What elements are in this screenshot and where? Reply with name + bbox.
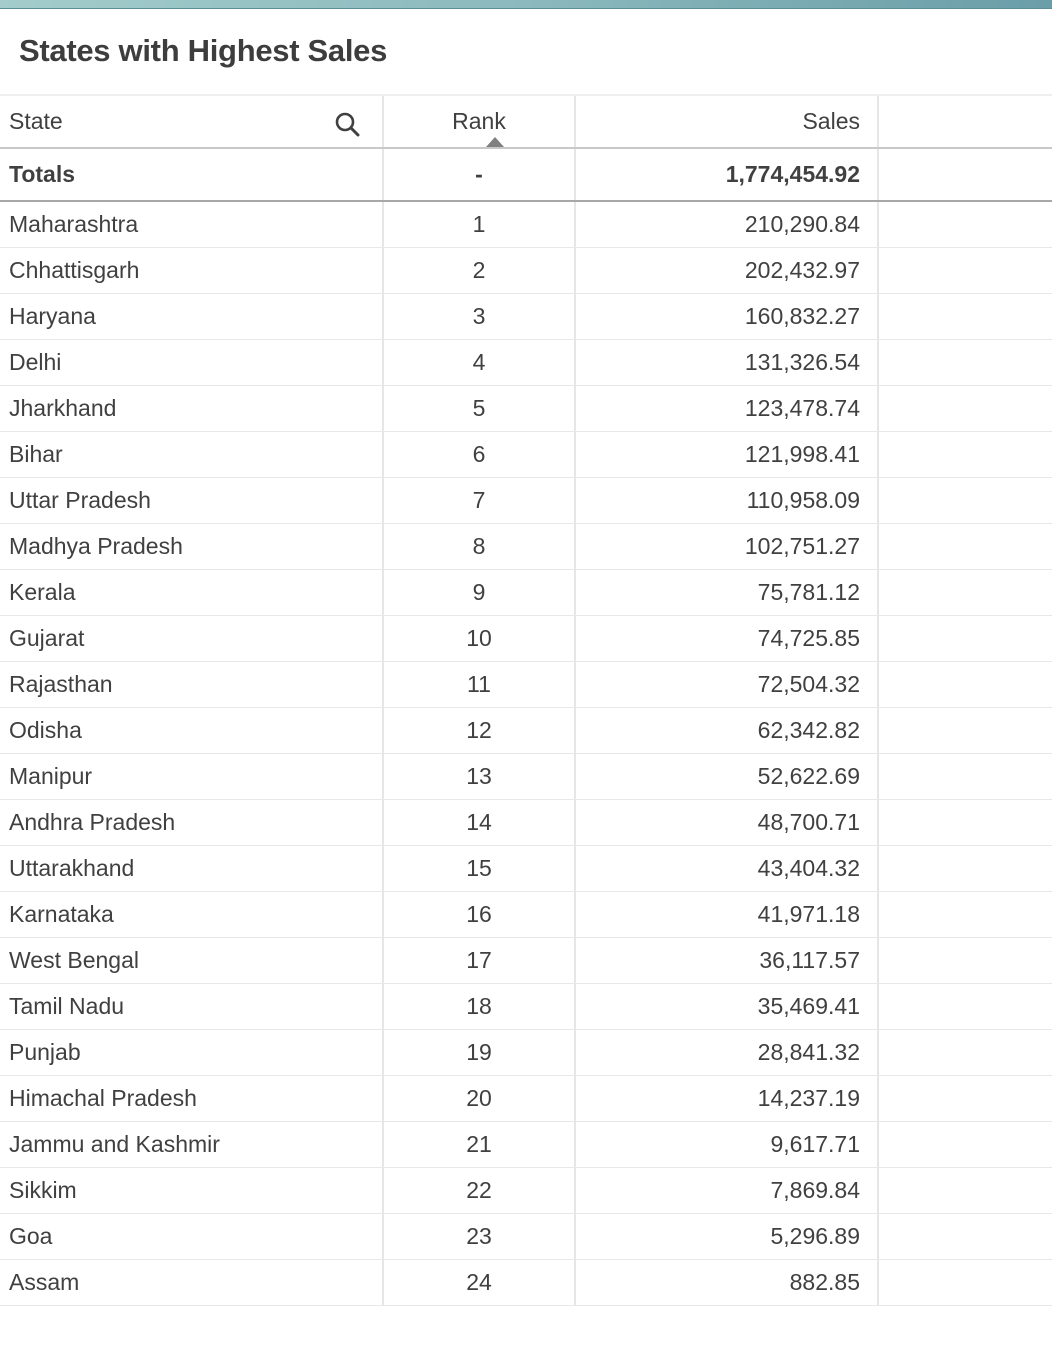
- empty-column: [879, 662, 1052, 707]
- rank-cell: 7: [384, 478, 576, 523]
- empty-column: [879, 846, 1052, 891]
- table-row[interactable]: [0, 708, 1052, 754]
- state-cell: Kerala: [0, 570, 384, 615]
- sales-cell: 62,342.82: [576, 708, 879, 753]
- state-cell: Goa: [0, 1214, 384, 1259]
- rank-cell: 24: [384, 1260, 576, 1305]
- sales-cell: 202,432.97: [576, 248, 879, 293]
- table-body: [0, 202, 1052, 1306]
- table-row[interactable]: [0, 1168, 1052, 1214]
- table-header: [0, 96, 1052, 149]
- table-row[interactable]: [0, 1214, 1052, 1260]
- sales-cell: 882.85: [576, 1260, 879, 1305]
- state-cell: Odisha: [0, 708, 384, 753]
- empty-column: [879, 478, 1052, 523]
- page-title: States with Highest Sales: [19, 33, 388, 68]
- empty-column: [879, 524, 1052, 569]
- empty-column: [879, 1260, 1052, 1305]
- state-cell: Chhattisgarh: [0, 248, 384, 293]
- sales-cell: 52,622.69: [576, 754, 879, 799]
- sales-cell: 35,469.41: [576, 984, 879, 1029]
- table-row[interactable]: [0, 1030, 1052, 1076]
- table-row[interactable]: [0, 938, 1052, 984]
- sales-cell: 28,841.32: [576, 1030, 879, 1075]
- table-row[interactable]: [0, 892, 1052, 938]
- table-row[interactable]: [0, 1122, 1052, 1168]
- sales-cell: 75,781.12: [576, 570, 879, 615]
- sales-cell: 36,117.57: [576, 938, 879, 983]
- state-cell: Punjab: [0, 1030, 384, 1075]
- empty-column: [879, 96, 1052, 147]
- column-header-label: Rank: [452, 108, 506, 134]
- rank-cell: 17: [384, 938, 576, 983]
- empty-column: [879, 294, 1052, 339]
- rank-cell: 22: [384, 1168, 576, 1213]
- totals-label: Totals: [0, 149, 384, 200]
- column-header-rank[interactable]: [384, 96, 576, 147]
- rank-cell: 14: [384, 800, 576, 845]
- table-row[interactable]: [0, 294, 1052, 340]
- table-row[interactable]: [0, 570, 1052, 616]
- state-cell: Madhya Pradesh: [0, 524, 384, 569]
- state-cell: Gujarat: [0, 616, 384, 661]
- sales-cell: 48,700.71: [576, 800, 879, 845]
- totals-sales: 1,774,454.92: [576, 149, 879, 200]
- state-cell: Sikkim: [0, 1168, 384, 1213]
- state-cell: Assam: [0, 1260, 384, 1305]
- empty-column: [879, 386, 1052, 431]
- rank-cell: 19: [384, 1030, 576, 1075]
- state-cell: Bihar: [0, 432, 384, 477]
- state-cell: West Bengal: [0, 938, 384, 983]
- empty-column: [879, 432, 1052, 477]
- state-cell: Uttar Pradesh: [0, 478, 384, 523]
- table-row[interactable]: [0, 386, 1052, 432]
- sales-cell: 5,296.89: [576, 1214, 879, 1259]
- column-header-state[interactable]: [0, 96, 384, 147]
- table-row[interactable]: [0, 846, 1052, 892]
- empty-column: [879, 1214, 1052, 1259]
- empty-column: [879, 754, 1052, 799]
- rank-cell: 8: [384, 524, 576, 569]
- table-row[interactable]: [0, 800, 1052, 846]
- state-cell: Karnataka: [0, 892, 384, 937]
- top-accent-bar: [0, 0, 1052, 9]
- table-row[interactable]: [0, 248, 1052, 294]
- rank-cell: 6: [384, 432, 576, 477]
- state-cell: Rajasthan: [0, 662, 384, 707]
- empty-column: [879, 984, 1052, 1029]
- empty-column: [879, 616, 1052, 661]
- sales-cell: 160,832.27: [576, 294, 879, 339]
- empty-column: [879, 202, 1052, 247]
- sales-cell: 43,404.32: [576, 846, 879, 891]
- table-row[interactable]: [0, 524, 1052, 570]
- sales-cell: 121,998.41: [576, 432, 879, 477]
- table-row[interactable]: [0, 432, 1052, 478]
- totals-row: [0, 149, 1052, 202]
- sort-ascending-icon: [486, 137, 504, 147]
- rank-cell: 18: [384, 984, 576, 1029]
- column-header-sales[interactable]: [576, 96, 879, 147]
- rank-cell: 16: [384, 892, 576, 937]
- rank-cell: 20: [384, 1076, 576, 1121]
- empty-column: [879, 938, 1052, 983]
- table-row[interactable]: [0, 754, 1052, 800]
- table-row[interactable]: [0, 662, 1052, 708]
- table-row[interactable]: [0, 202, 1052, 248]
- state-cell: Tamil Nadu: [0, 984, 384, 1029]
- rank-cell: 10: [384, 616, 576, 661]
- state-cell: Haryana: [0, 294, 384, 339]
- state-cell: Jharkhand: [0, 386, 384, 431]
- rank-cell: 9: [384, 570, 576, 615]
- table-row[interactable]: [0, 984, 1052, 1030]
- sales-cell: 74,725.85: [576, 616, 879, 661]
- sales-cell: 131,326.54: [576, 340, 879, 385]
- sales-table: [0, 94, 1052, 1306]
- sales-cell: 7,869.84: [576, 1168, 879, 1213]
- empty-column: [879, 1122, 1052, 1167]
- empty-column: [879, 708, 1052, 753]
- sales-cell: 41,971.18: [576, 892, 879, 937]
- state-cell: Uttarakhand: [0, 846, 384, 891]
- empty-column: [879, 340, 1052, 385]
- empty-column: [879, 570, 1052, 615]
- state-cell: Delhi: [0, 340, 384, 385]
- rank-cell: 11: [384, 662, 576, 707]
- rank-cell: 21: [384, 1122, 576, 1167]
- sales-cell: 102,751.27: [576, 524, 879, 569]
- sales-cell: 123,478.74: [576, 386, 879, 431]
- rank-cell: 2: [384, 248, 576, 293]
- column-header-label: Sales: [802, 108, 860, 134]
- rank-cell: 12: [384, 708, 576, 753]
- empty-column: [879, 248, 1052, 293]
- search-icon[interactable]: [334, 111, 360, 137]
- sales-cell: 14,237.19: [576, 1076, 879, 1121]
- rank-cell: 13: [384, 754, 576, 799]
- rank-cell: 1: [384, 202, 576, 247]
- empty-column: [879, 1168, 1052, 1213]
- empty-column: [879, 1030, 1052, 1075]
- rank-cell: 3: [384, 294, 576, 339]
- sales-cell: 110,958.09: [576, 478, 879, 523]
- table-row[interactable]: [0, 478, 1052, 524]
- state-cell: Andhra Pradesh: [0, 800, 384, 845]
- sales-cell: 210,290.84: [576, 202, 879, 247]
- state-cell: Himachal Pradesh: [0, 1076, 384, 1121]
- table-row[interactable]: [0, 1260, 1052, 1306]
- table-row[interactable]: [0, 616, 1052, 662]
- column-header-label: State: [9, 108, 63, 134]
- empty-column: [879, 892, 1052, 937]
- empty-column: [879, 1076, 1052, 1121]
- state-cell: Jammu and Kashmir: [0, 1122, 384, 1167]
- sales-cell: 72,504.32: [576, 662, 879, 707]
- empty-column: [879, 149, 1052, 200]
- rank-cell: 23: [384, 1214, 576, 1259]
- state-cell: Maharashtra: [0, 202, 384, 247]
- table-row[interactable]: [0, 340, 1052, 386]
- rank-cell: 4: [384, 340, 576, 385]
- empty-column: [879, 800, 1052, 845]
- table-row[interactable]: [0, 1076, 1052, 1122]
- state-cell: Manipur: [0, 754, 384, 799]
- rank-cell: 15: [384, 846, 576, 891]
- totals-rank: -: [384, 149, 576, 200]
- sales-cell: 9,617.71: [576, 1122, 879, 1167]
- rank-cell: 5: [384, 386, 576, 431]
